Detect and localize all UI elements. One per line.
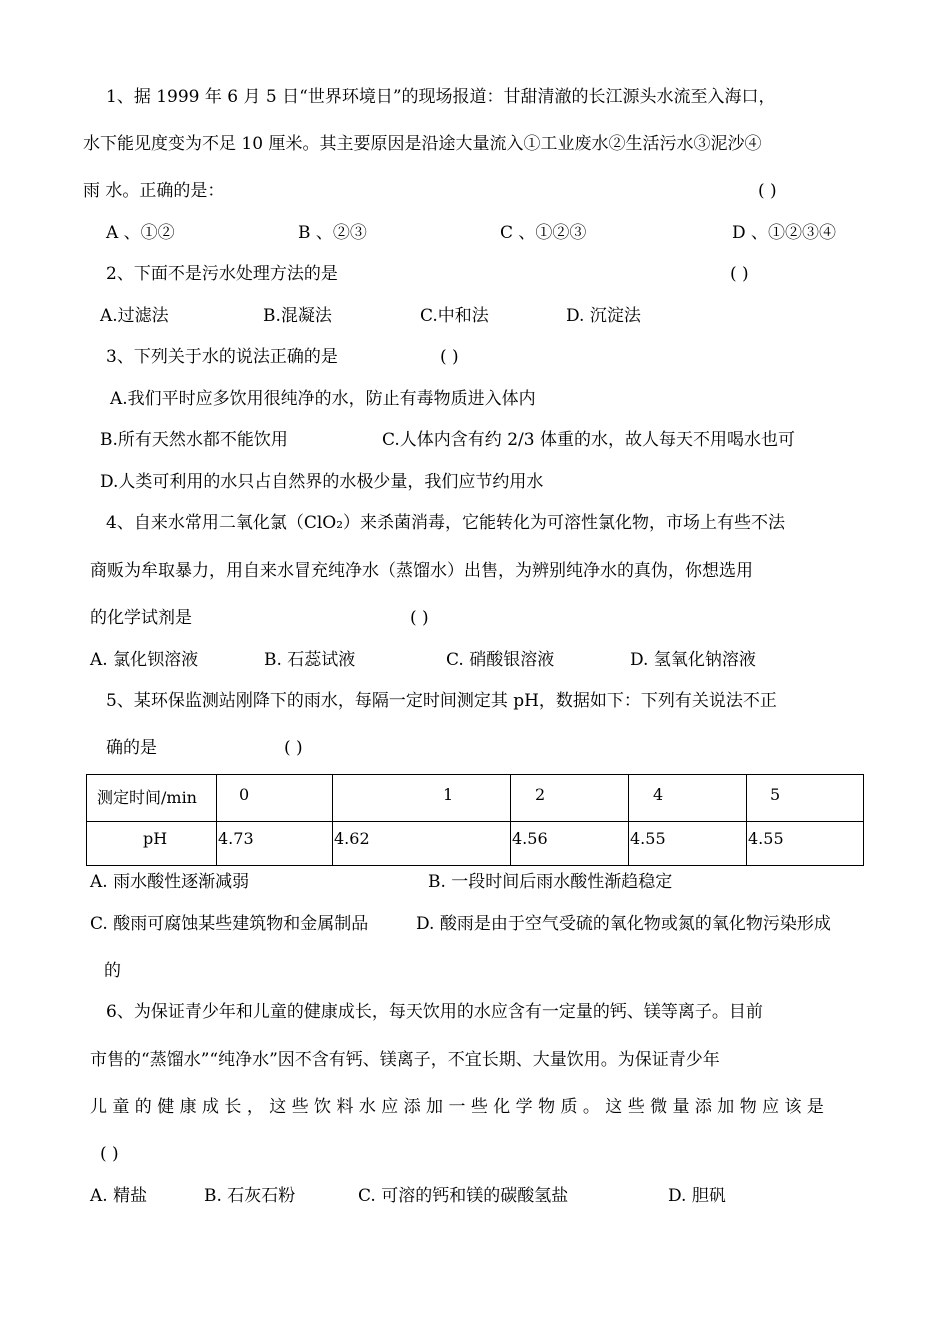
table-time-3: 4 — [653, 785, 664, 804]
q5-stem-line1: 5、某环保监测站刚降下的雨水，每隔一定时间测定其 pH，数据如下：下列有关说法不正 — [106, 691, 777, 711]
q2-option-a: A.过滤法 — [100, 306, 169, 326]
table-ph-1: 4.62 — [334, 829, 370, 848]
q1-stem-line3: 雨 水。正确的是： — [83, 181, 225, 201]
q3-option-c: C.人体内含有约 2/3 体重的水，故人每天不用喝水也可 — [382, 430, 795, 450]
q2-option-d: D. 沉淀法 — [566, 306, 641, 326]
q5-answer-bracket: ( ) — [284, 738, 303, 758]
q5-option-d-continued: 的 — [104, 961, 121, 981]
q4-stem-line1: 4、自来水常用二氧化氯（ClO₂）来杀菌消毒，它能转化为可溶性氯化物，市场上有些不法 — [106, 513, 786, 533]
q4-option-c: C. 硝酸银溶液 — [446, 650, 555, 670]
table-ph-3: 4.55 — [630, 829, 666, 848]
q6-stem-line1: 6、为保证青少年和儿童的健康成长，每天饮用的水应含有一定量的钙、镁等离子。目前 — [106, 1002, 763, 1022]
q5-stem-line2: 确的是 — [106, 738, 157, 758]
table-time-1: 1 — [443, 785, 454, 804]
q2-option-c: C.中和法 — [420, 306, 489, 326]
q6-option-c: C. 可溶的钙和镁的碳酸氢盐 — [358, 1186, 569, 1206]
q5-option-c: C. 酸雨可腐蚀某些建筑物和金属制品 — [90, 914, 369, 934]
table-time-4: 5 — [770, 785, 781, 804]
q4-stem-line2: 商贩为牟取暴力，用自来水冒充纯净水（蒸馏水）出售，为辨别纯净水的真伪，你想选用 — [90, 561, 753, 581]
q4-option-b: B. 石蕊试液 — [264, 650, 356, 670]
q3-option-b: B.所有天然水都不能饮用 — [100, 430, 288, 450]
q6-answer-bracket: ( ) — [100, 1144, 119, 1164]
q4-stem-line3: 的化学试剂是 — [90, 608, 192, 628]
table-ph-0: 4.73 — [218, 829, 254, 848]
q4-option-d: D. 氢氧化钠溶液 — [630, 650, 756, 670]
table-time-0: 0 — [239, 785, 250, 804]
q4-answer-bracket: ( ) — [410, 608, 429, 628]
q1-option-d: D 、①②③④ — [732, 223, 837, 243]
q2-option-b: B.混凝法 — [263, 306, 332, 326]
q1-option-c: C 、①②③ — [500, 223, 587, 243]
q3-answer-bracket: ( ) — [440, 347, 459, 367]
q6-stem-line2: 市售的“蒸馏水”“纯净水”因不含有钙、镁离子，不宜长期、大量饮用。为保证青少年 — [90, 1050, 720, 1070]
table-ph-4: 4.55 — [748, 829, 784, 848]
q3-stem: 3、下列关于水的说法正确的是 — [106, 347, 338, 367]
q6-option-b: B. 石灰石粉 — [204, 1186, 296, 1206]
q3-option-a: A.我们平时应多饮用很纯净的水，防止有毒物质进入体内 — [110, 389, 536, 409]
q5-option-a: A. 雨水酸性逐渐减弱 — [90, 872, 250, 892]
q1-answer-bracket: ( ) — [758, 181, 777, 201]
q2-answer-bracket: ( ) — [730, 264, 749, 284]
table-ph-2: 4.56 — [512, 829, 548, 848]
table-header-ph: pH — [143, 829, 168, 848]
q1-option-b: B 、②③ — [298, 223, 367, 243]
q1-option-a: A 、①② — [106, 223, 175, 243]
q5-option-b: B. 一段时间后雨水酸性渐趋稳定 — [428, 872, 673, 892]
q3-option-d: D.人类可利用的水只占自然界的水极少量，我们应节约用水 — [100, 472, 544, 492]
q1-stem-line1: 1、据 1999 年 6 月 5 日“世界环境日”的现场报道：甘甜清澈的长江源头水流至入海口， — [106, 87, 776, 107]
q4-option-a: A. 氯化钡溶液 — [90, 650, 199, 670]
table-header-time: 测定时间/min — [97, 788, 197, 807]
q5-option-d: D. 酸雨是由于空气受硫的氧化物或氮的氧化物污染形成 — [416, 914, 831, 934]
ph-data-table — [86, 774, 864, 866]
table-time-2: 2 — [535, 785, 546, 804]
q6-option-a: A. 精盐 — [90, 1186, 148, 1206]
q2-stem: 2、下面不是污水处理方法的是 — [106, 264, 338, 284]
q6-option-d: D. 胆矾 — [668, 1186, 726, 1206]
q1-stem-line2: 水下能见度变为不足 10 厘米。其主要原因是沿途大量流入①工业废水②生活污水③泥沙④ — [83, 134, 762, 154]
q6-stem-line3: 儿 童 的 健 康 成 长 ， 这 些 饮 料 水 应 添 加 一 些 化 学 物 质 。 这 些 微 量 添 加 物 应 该 是 — [90, 1097, 824, 1117]
